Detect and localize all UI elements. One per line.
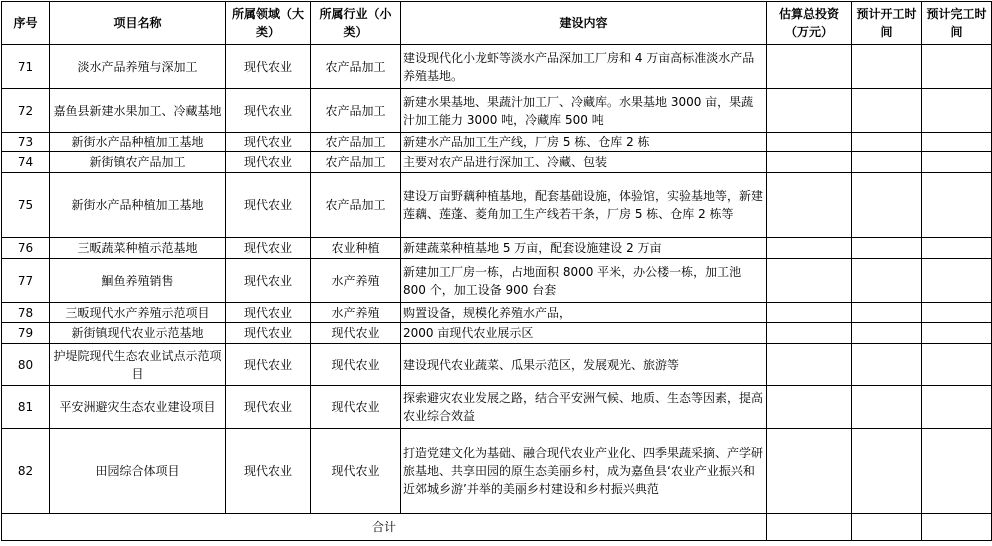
header-industry: 所属行业（小类） [311, 2, 401, 45]
cell-name: 新街水产品种植加工基地 [50, 133, 226, 152]
cell-content: 新建加工厂房一栋，占地面积 8000 平米，办公楼一栋，加工池 800 个，加工设备 900 台套 [401, 259, 767, 303]
cell-finish [922, 323, 992, 344]
cell-investment [767, 133, 852, 152]
cell-domain: 现代农业 [226, 89, 311, 133]
table-row [2, 429, 992, 514]
cell-industry: 现代农业 [311, 429, 401, 514]
cell-finish [922, 173, 992, 238]
cell-investment [767, 173, 852, 238]
cell-industry: 水产养殖 [311, 303, 401, 323]
cell-start [852, 259, 922, 303]
cell-start [852, 323, 922, 344]
cell-content: 建设万亩野藕种植基地，配套基础设施，体验馆，实验基地等，新建莲藕、莲蓬、菱角加工生产线若干条，厂房 5 栋、仓库 2 栋等 [401, 173, 767, 238]
cell-seq: 73 [2, 133, 50, 152]
cell-seq: 74 [2, 152, 50, 173]
cell-seq: 71 [2, 45, 50, 89]
cell-finish [922, 89, 992, 133]
cell-industry: 现代农业 [311, 323, 401, 344]
cell-finish [922, 45, 992, 89]
table-row [2, 238, 992, 259]
cell-name: 淡水产品养殖与深加工 [50, 45, 226, 89]
total-label: 合计 [2, 514, 767, 541]
cell-content: 建设现代化小龙虾等淡水产品深加工厂房和 4 万亩高标准淡水产品养殖基地。 [401, 45, 767, 89]
cell-seq: 76 [2, 238, 50, 259]
cell-investment [767, 238, 852, 259]
cell-content: 购置设备，规模化养殖水产品， [401, 303, 767, 323]
cell-name: 新街水产品种植加工基地 [50, 173, 226, 238]
cell-industry: 农产品加工 [311, 89, 401, 133]
cell-domain: 现代农业 [226, 45, 311, 89]
cell-start [852, 89, 922, 133]
cell-name: 三畈蔬菜种植示范基地 [50, 238, 226, 259]
header-row [2, 2, 992, 45]
cell-domain: 现代农业 [226, 344, 311, 386]
cell-seq: 72 [2, 89, 50, 133]
cell-start [852, 386, 922, 429]
cell-name: 平安洲避灾生态农业建设项目 [50, 386, 226, 429]
cell-industry: 水产养殖 [311, 259, 401, 303]
total-row [2, 514, 992, 541]
cell-content: 新建水产品加工生产线，厂房 5 栋、仓库 2 栋 [401, 133, 767, 152]
cell-domain: 现代农业 [226, 238, 311, 259]
header-seq: 序号 [2, 2, 50, 45]
cell-investment [767, 45, 852, 89]
cell-domain: 现代农业 [226, 303, 311, 323]
cell-start [852, 303, 922, 323]
header-domain: 所属领域（大类） [226, 2, 311, 45]
cell-investment [767, 152, 852, 173]
cell-name: 新街镇现代农业示范基地 [50, 323, 226, 344]
table-row [2, 152, 992, 173]
cell-name: 鮰鱼养殖销售 [50, 259, 226, 303]
cell-investment [767, 386, 852, 429]
header-content: 建设内容 [401, 2, 767, 45]
cell-finish [922, 133, 992, 152]
cell-domain: 现代农业 [226, 133, 311, 152]
cell-seq: 82 [2, 429, 50, 514]
header-start: 预计开工时间 [852, 2, 922, 45]
cell-content: 探索避灾农业发展之路，结合平安洲气候、地质、生态等因素，提高农业综合效益 [401, 386, 767, 429]
cell-content: 新建水果基地、果蔬汁加工厂、冷藏库。水果基地 3000 亩，果蔬汁加工能力 3000 吨，冷藏库 500 吨 [401, 89, 767, 133]
cell-seq: 77 [2, 259, 50, 303]
total-investment [767, 514, 852, 541]
table-row [2, 45, 992, 89]
cell-domain: 现代农业 [226, 152, 311, 173]
cell-name: 三畈现代水产养殖示范项目 [50, 303, 226, 323]
cell-seq: 78 [2, 303, 50, 323]
cell-finish [922, 344, 992, 386]
cell-seq: 75 [2, 173, 50, 238]
total-finish [922, 514, 992, 541]
header-finish: 预计完工时间 [922, 2, 992, 45]
cell-industry: 农产品加工 [311, 45, 401, 89]
table-row [2, 344, 992, 386]
cell-domain: 现代农业 [226, 386, 311, 429]
cell-start [852, 429, 922, 514]
cell-start [852, 45, 922, 89]
cell-industry: 农产品加工 [311, 133, 401, 152]
cell-name: 嘉鱼县新建水果加工、冷藏基地 [50, 89, 226, 133]
cell-name: 新街镇农产品加工 [50, 152, 226, 173]
cell-content: 建设现代农业蔬菜、瓜果示范区，发展观光、旅游等 [401, 344, 767, 386]
cell-seq: 80 [2, 344, 50, 386]
cell-industry: 现代农业 [311, 344, 401, 386]
cell-domain: 现代农业 [226, 173, 311, 238]
cell-finish [922, 152, 992, 173]
total-start [852, 514, 922, 541]
header-name: 项目名称 [50, 2, 226, 45]
cell-finish [922, 429, 992, 514]
cell-investment [767, 323, 852, 344]
cell-domain: 现代农业 [226, 429, 311, 514]
table-row [2, 303, 992, 323]
cell-start [852, 238, 922, 259]
cell-investment [767, 89, 852, 133]
cell-seq: 79 [2, 323, 50, 344]
cell-finish [922, 303, 992, 323]
cell-finish [922, 259, 992, 303]
cell-industry: 现代农业 [311, 386, 401, 429]
cell-content: 2000 亩现代农业展示区 [401, 323, 767, 344]
cell-investment [767, 429, 852, 514]
cell-investment [767, 303, 852, 323]
cell-industry: 农产品加工 [311, 152, 401, 173]
cell-start [852, 152, 922, 173]
cell-finish [922, 238, 992, 259]
cell-industry: 农业种植 [311, 238, 401, 259]
cell-name: 田园综合体项目 [50, 429, 226, 514]
cell-start [852, 133, 922, 152]
cell-industry: 农产品加工 [311, 173, 401, 238]
cell-name: 护堤院现代生态农业试点示范项目 [50, 344, 226, 386]
table-row [2, 323, 992, 344]
header-investment: 估算总投资（万元） [767, 2, 852, 45]
cell-investment [767, 344, 852, 386]
cell-content: 打造党建文化为基础、融合现代农业产业化、四季果蔬采摘、产学研旅基地、共享田园的原生态美丽乡村，成为嘉鱼县‘农业产业振兴和近郊城乡游’并举的美丽乡村建设和乡村振兴典范 [401, 429, 767, 514]
cell-finish [922, 386, 992, 429]
table-row [2, 259, 992, 303]
cell-start [852, 344, 922, 386]
table-row [2, 133, 992, 152]
project-table [1, 1, 992, 541]
cell-domain: 现代农业 [226, 323, 311, 344]
cell-start [852, 173, 922, 238]
cell-content: 新建蔬菜种植基地 5 万亩，配套设施建设 2 万亩 [401, 238, 767, 259]
table-row [2, 386, 992, 429]
cell-seq: 81 [2, 386, 50, 429]
cell-domain: 现代农业 [226, 259, 311, 303]
cell-content: 主要对农产品进行深加工、冷藏、包装 [401, 152, 767, 173]
table-row [2, 173, 992, 238]
table-row [2, 89, 992, 133]
cell-investment [767, 259, 852, 303]
